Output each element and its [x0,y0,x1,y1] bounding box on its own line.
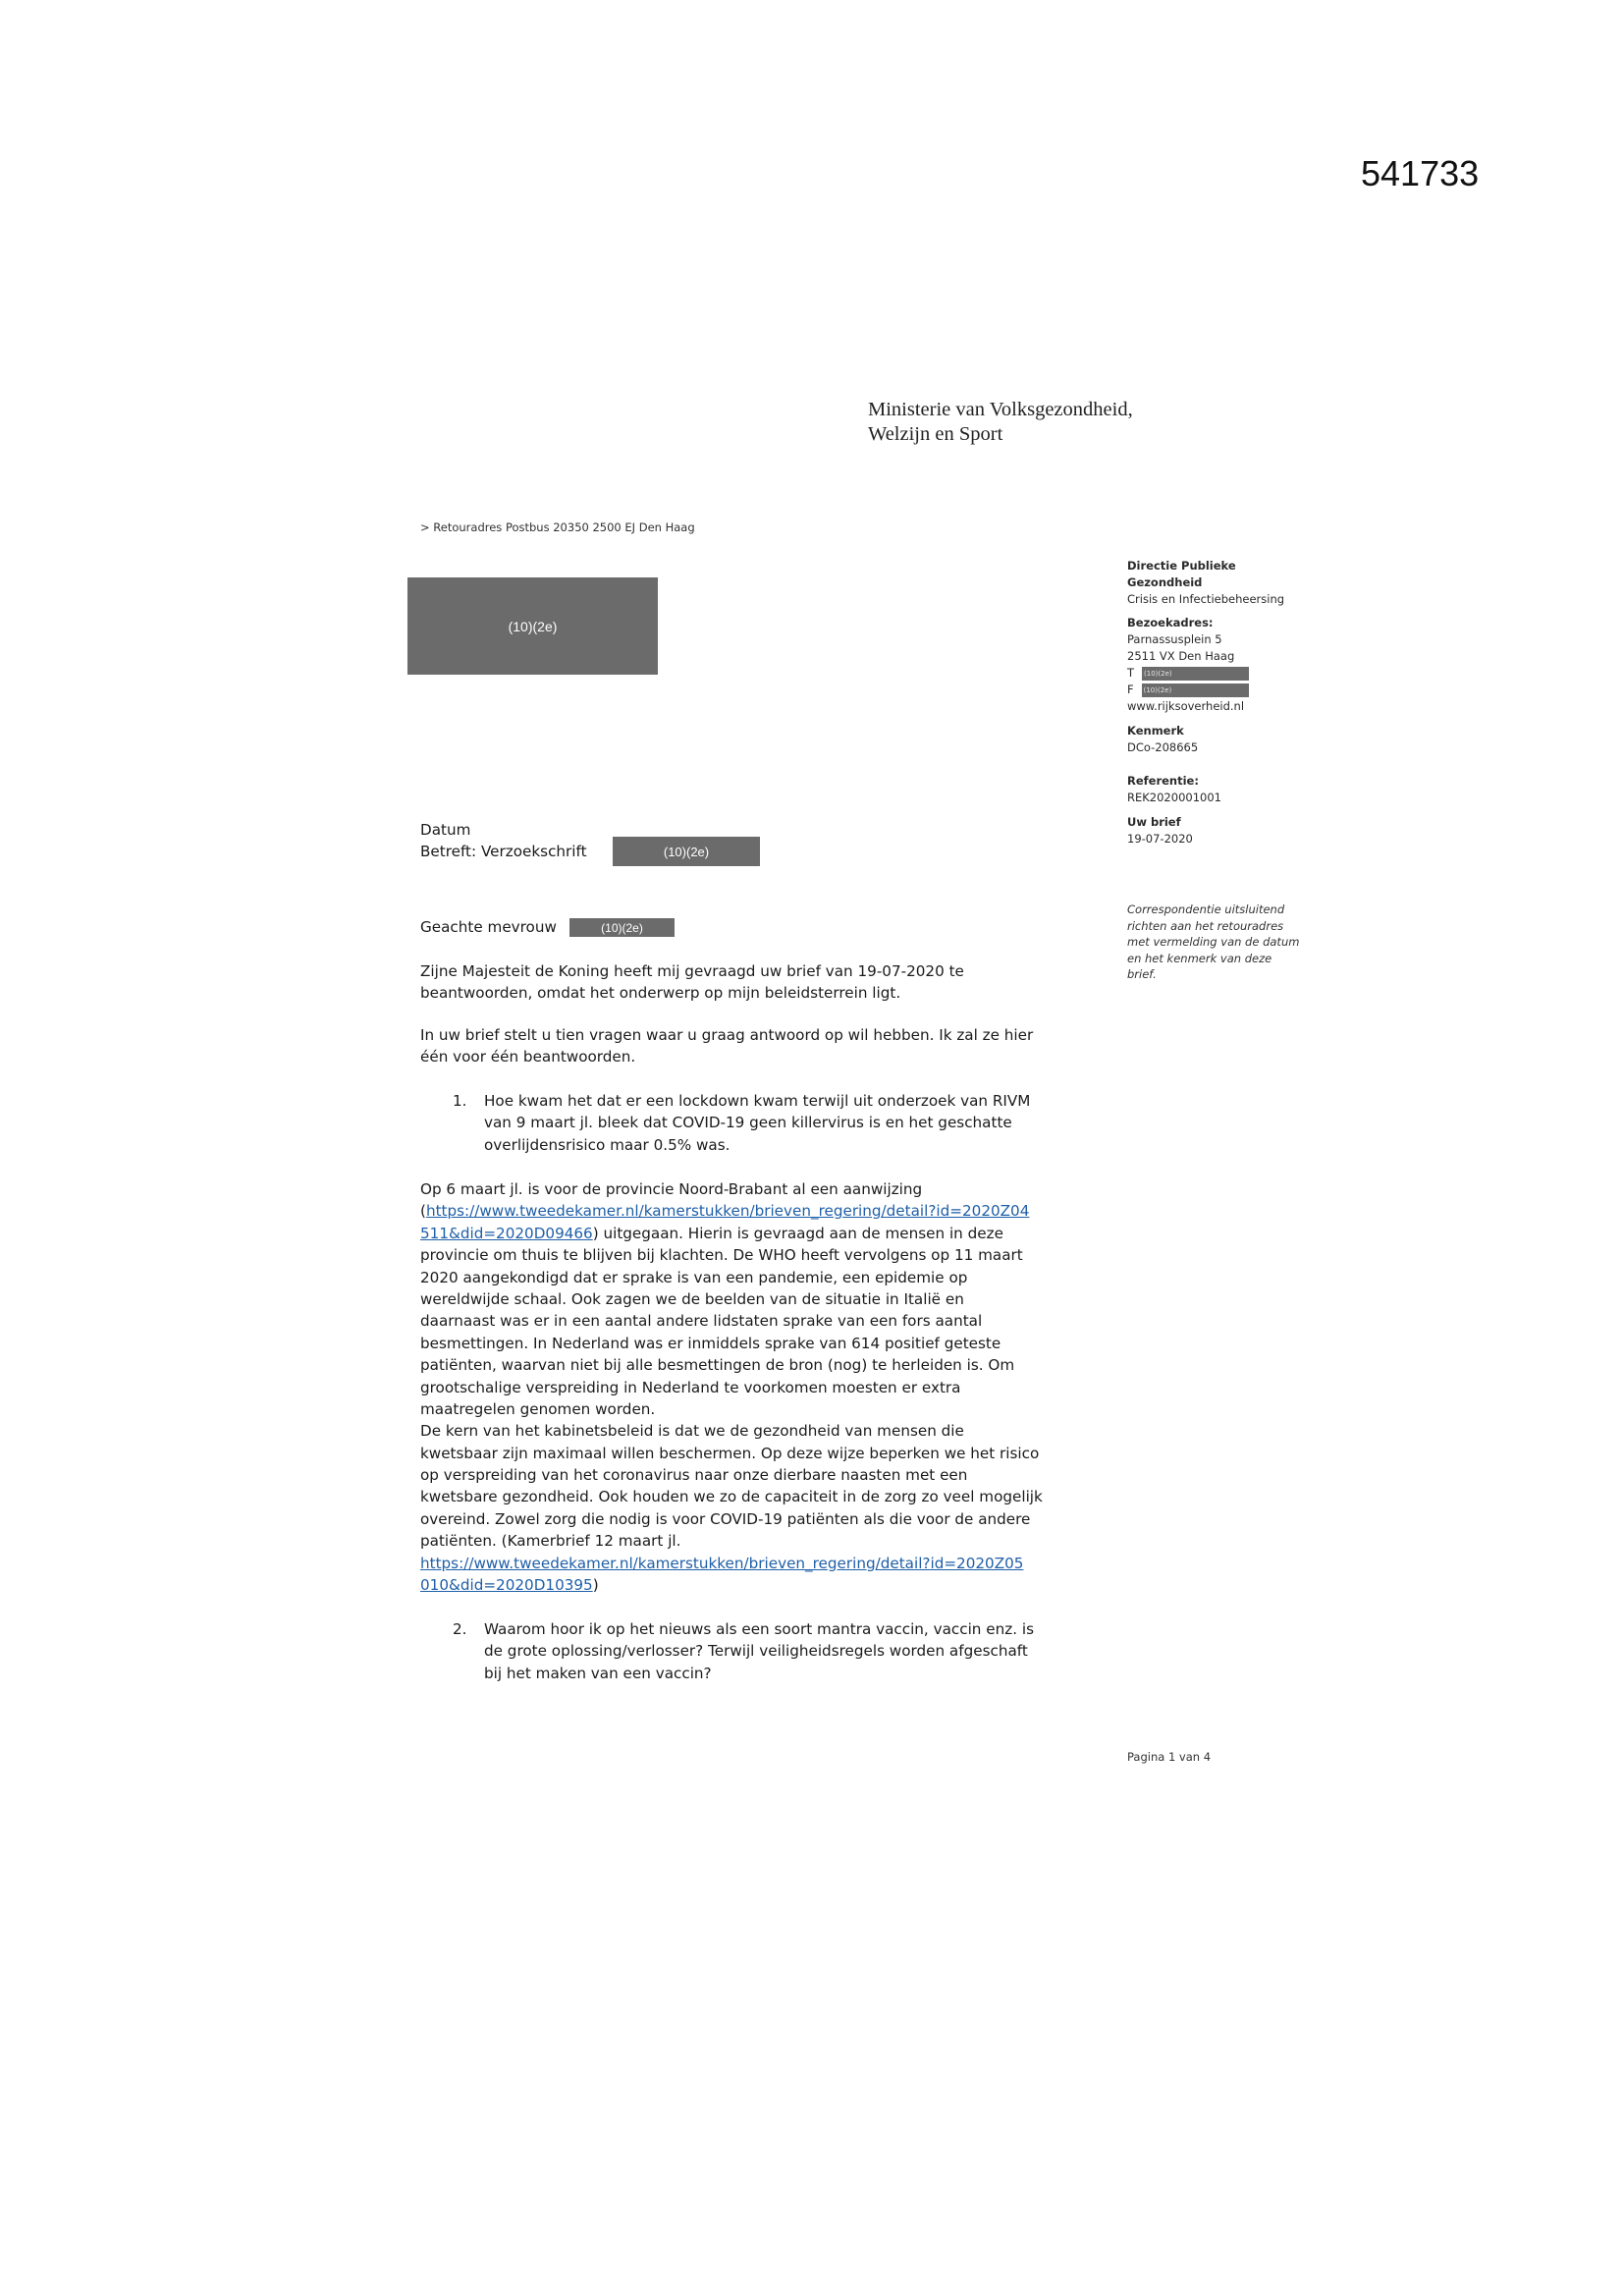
answer-1 [420,1178,1043,1596]
text-line: maatregelen genomen worden. [420,1399,656,1418]
question-number: 2. [453,1620,467,1638]
text-line: Hoe kwam het dat er een lockdown kwam terwijl uit onderzoek van RIVM [484,1092,1031,1110]
uw-brief-label: Uw brief [1127,815,1181,829]
text-line: De kern van het kabinetsbeleid is dat we de gezondheid van mensen die [420,1422,964,1441]
document-link[interactable]: https://www.tweedekamer.nl/kamerstukken/brieven_regering/detail?id=2020Z05 [420,1554,1024,1572]
intro-paragraph [420,960,964,1005]
visit-address-label: Bezoekadres: [1127,616,1214,629]
ministry-logo-text [868,398,1133,447]
text-segment: ( [420,1202,426,1221]
text-line: Op 6 maart jl. is voor de provincie Noord-Brabant al een aanwijzing [420,1180,923,1198]
fax-label: F [1127,683,1134,696]
uw-brief-block [1127,814,1193,847]
text-line: kwetsbaar zijn maximaal willen beschermen. Op deze wijze beperken we het risico [420,1444,1040,1462]
text-line: 2020 aangekondigd dat er sprake is van een pandemie, een epidemie op [420,1268,968,1286]
phone-row [1127,665,1249,682]
text-line: grootschalige verspreiding in Nederland te voorkomen moesten er extra [420,1378,961,1396]
kenmerk-value: DCo-208665 [1127,740,1199,754]
redaction-label: (10)(2e) [601,920,643,935]
text-line: Correspondentie uitsluitend [1127,902,1285,916]
text-line [420,1223,1043,1244]
betreft-line: Betreft: Verzoekschrift [420,843,587,861]
return-address: > Retouradres Postbus 20350 2500 EJ Den Haag [420,520,695,534]
letter-meta [420,819,587,863]
page-number: Pagina 1 van 4 [1127,1750,1212,1764]
fax-row [1127,682,1249,698]
uw-brief-value: 19-07-2020 [1127,832,1193,846]
text-line: patiënten, waarvan niet bij alle besmettingen de bron (nog) te herleiden is. Om [420,1356,1015,1375]
redacted-phone [1142,667,1249,681]
text-line: de grote oplossing/verlosser? Terwijl veiligheidsregels worden afgeschaft [484,1642,1028,1661]
correspondence-note [1127,902,1299,983]
text-line: besmettingen. In Nederland was er inmiddels sprake van 614 positief geteste [420,1334,1001,1352]
referentie-block [1127,773,1221,806]
question-text [484,1090,1030,1156]
document-link[interactable]: https://www.tweedekamer.nl/kamerstukken/brieven_regering/detail?id=2020Z04 [425,1202,1030,1221]
text-line: brief. [1127,967,1157,981]
text-line: op verspreiding van het coronavirus naar onze dierbare naasten met een [420,1466,968,1485]
text-line: Waarom hoor ik op het nieuws als een soort mantra vaccin, vaccin enz. is [484,1620,1034,1638]
redaction-label: (10)(2e) [1144,669,1172,678]
datum-label: Datum [420,821,471,839]
department-line2: Gezondheid [1127,575,1203,589]
text-line: Zijne Majesteit de Koning heeft mij gevraagd uw brief van 19-07-2020 te [420,962,964,980]
question-number: 1. [453,1092,467,1110]
text-line: beantwoorden, omdat het onderwerp op mijn beleidsterrein ligt. [420,984,901,1003]
redacted-name [569,918,675,937]
ministry-name-line1: Ministerie van Volksgezondheid, [868,399,1133,420]
phone-label: T [1127,666,1135,680]
street: Parnassusplein 5 [1127,632,1222,646]
intro-paragraph-2 [420,1024,1033,1068]
redaction-label: (10)(2e) [1143,685,1172,694]
sender-address [1127,615,1249,715]
salutation: Geachte mevrouw [420,918,557,936]
redacted-subject [613,837,760,866]
text-line: kwetsbare gezondheid. Ook houden we zo de capaciteit in de zorg zo veel mogelijk [420,1488,1043,1506]
question-text [484,1618,1034,1684]
text-line: met vermelding van de datum [1127,935,1300,949]
document-link[interactable]: 511&did=2020D09466 [420,1224,593,1242]
text-segment: ) [592,1576,599,1595]
text-line [420,1200,1043,1222]
kenmerk-label: Kenmerk [1127,724,1184,738]
text-line: van 9 maart jl. bleek dat COVID-19 geen killervirus is en het geschatte [484,1114,1012,1132]
text-line [420,1574,1043,1596]
referentie-value: REK2020001001 [1127,791,1221,804]
redaction-label: (10)(2e) [663,844,710,859]
question-1 [453,1090,1140,1157]
city: 2511 VX Den Haag [1127,649,1235,663]
sender-department [1127,558,1284,608]
ministry-name-line2: Welzijn en Sport [868,423,1003,445]
redacted-recipient-address [407,577,658,675]
text-line: provincie om thuis te blijven bij klachten. De WHO heeft vervolgens op 11 maart [420,1246,1023,1265]
text-segment: ) uitgegaan. Hierin is gevraagd aan de mensen in deze [592,1224,1003,1242]
text-line [420,1553,1043,1574]
question-2 [453,1618,1140,1685]
redacted-fax [1142,683,1249,697]
document-number: 541733 [1361,153,1480,193]
document-link[interactable]: 010&did=2020D10395 [420,1576,593,1595]
department-line1: Directie Publieke [1127,559,1236,573]
referentie-label: Referentie: [1127,774,1199,788]
text-line: richten aan het retouradres [1127,918,1284,933]
kenmerk-block [1127,723,1198,756]
text-line: overeind. Zowel zorg die nodig is voor COVID-19 patiënten als die voor de andere [420,1509,1031,1528]
text-line: bij het maken van een vaccin? [484,1664,712,1682]
text-line: patiënten. (Kamerbrief 12 maart jl. [420,1532,681,1551]
text-line: één voor één beantwoorden. [420,1048,636,1066]
website[interactable]: www.rijksoverheid.nl [1127,699,1245,713]
text-line: en het kenmerk van deze [1127,951,1272,965]
text-line: wereldwijde schaal. Ook zagen we de beelden van de situatie in Italië en [420,1289,964,1308]
text-line: overlijdensrisico maar 0.5% was. [484,1135,730,1154]
text-line: In uw brief stelt u tien vragen waar u graag antwoord op wil hebben. Ik zal ze hier [420,1026,1034,1044]
redaction-label: (10)(2e) [508,618,558,634]
department-unit: Crisis en Infectiebeheersing [1127,592,1285,606]
text-line: daarnaast was er in een aantal andere lidstaten sprake van een fors aantal [420,1312,983,1331]
